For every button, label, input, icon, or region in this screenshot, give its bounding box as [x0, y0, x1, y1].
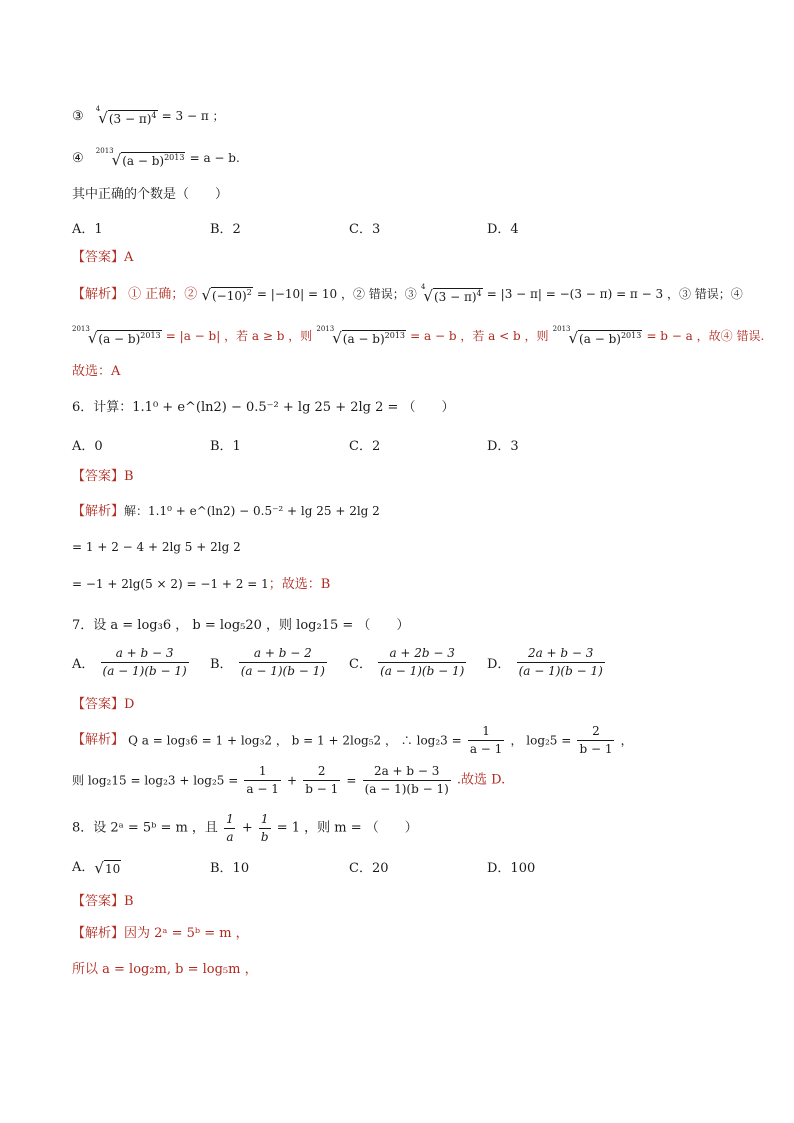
q7-analysis-line2: 则 log₂15 = log₂3 + log₂5 = $\frac{1}{a - 1}$ + $\frac{2}{b - 1}$ = $\frac{2a + b - 3}{(a - 1)(b - 1)}$ .故选 D. — [72, 764, 506, 796]
q6-option-c: C．2 — [349, 439, 381, 454]
q5-option-c: C．3 — [349, 222, 381, 237]
item-4-radical: 2013 √ $(a - b)^{2013}$ — [95, 146, 185, 169]
q6-analysis-line3: = −1 + 2lg(5 × 2) = −1 + 2 = 1；故选：B — [72, 577, 331, 592]
sqrt-neg10: √ $(-10)^2$ — [201, 285, 252, 304]
root2013-a: 2013 √ $(a - b)^{2013}$ — [72, 324, 161, 347]
q5-prompt: 其中正确的个数是（ ） — [72, 187, 229, 202]
q7-analysis-line1: 【解析】 Q a = log₃6 = 1 + log₃2 ， b = 1 + 2log₅2 ， ∴ log₂3 = $\frac{1}{a - 1}$ ， log₂5 = $\frac{2}{b - 1}$ ， — [72, 724, 633, 756]
item-4 — [72, 148, 240, 169]
q7-option-b: B． $\frac{a + b - 2}{(a - 1)(b - 1)}$ — [210, 646, 325, 678]
q7-prompt: 7．设 a = log₃6 ， b = log₅20 ，则 log₂15 = （ ） — [72, 618, 410, 633]
item-3-rhs: = 3 − π ； — [161, 109, 225, 123]
q8-option-d: D．100 — [487, 861, 536, 876]
q5-choose: 故选：A — [72, 364, 121, 379]
root4-3-pi: 4 √ $(3 - \pi)^4$ — [420, 282, 482, 305]
q8-analysis-line1: 【解析】因为 2ᵃ = 5ᵇ = m ， — [72, 926, 249, 941]
q6-option-b: B．1 — [210, 439, 241, 454]
q8-answer: 【答案】B — [72, 894, 134, 909]
q5-answer — [72, 248, 133, 268]
q6-answer: 【答案】B — [72, 469, 134, 484]
answer-value: A — [124, 250, 134, 265]
q7-option-c: C． $\frac{a + 2b - 3}{(a - 1)(b - 1)}$ — [349, 646, 465, 678]
item-3-marker: ③ — [72, 109, 84, 124]
q5-option-d: D．4 — [487, 222, 519, 237]
q8-option-a: A． √ 10 — [72, 858, 121, 877]
item-4-marker: ④ — [72, 151, 84, 166]
q8-option-b: B．10 — [210, 861, 250, 876]
analysis-tag: 【解析】 — [72, 287, 125, 302]
root2013-c: 2013 √ $(a - b)^{2013}$ — [552, 324, 642, 347]
item-3 — [72, 106, 225, 127]
item-4-rhs: = a − b. — [189, 151, 240, 165]
answer-tag: 【答案】 — [72, 250, 125, 265]
q6-analysis-line1: 【解析】解：1.1⁰ + e^(ln2) − 0.5⁻² + lg 25 + 2lg 2 — [72, 504, 380, 519]
q6-option-a: A．0 — [72, 439, 103, 454]
item-3-radical: 4 √ $(3 - \pi)^4$ — [95, 104, 157, 127]
q5-option-b: B．2 — [210, 222, 241, 237]
q6-option-d: D．3 — [487, 439, 519, 454]
q7-option-d: D． $\frac{2a + b - 3}{(a - 1)(b - 1)}$ — [487, 646, 603, 678]
root2013-b: 2013 √ $(a - b)^{2013}$ — [316, 324, 406, 347]
q8-prompt: 8．设 2ᵃ = 5ᵇ = m ，且 $\frac{1}{a}$ + $\frac{1}{b}$ = 1 ，则 m = （ ） — [72, 812, 418, 844]
q7-option-a: A． $\frac{a + b - 3}{(a - 1)(b - 1)}$ — [72, 646, 187, 678]
q6-analysis-line2: = 1 + 2 − 4 + 2lg 5 + 2lg 2 — [72, 540, 241, 554]
q5-analysis-line1: 【解析】 ① 正确；② √ $(-10)^2$ = |−10| = 10 ，② 错误；③ 4 √ $(3 - \pi)^4$ = |3 − π| = −(3 − π) = π − 3 ，③ 错误；④ — [72, 282, 743, 305]
q8-option-c: C．20 — [349, 861, 389, 876]
q6-prompt: 6．计算：1.1⁰ + e^(ln2) − 0.5⁻² + lg 25 + 2lg 2 = （ ） — [72, 400, 455, 415]
q8-analysis-line2: 所以 a = log₂m, b = log₅m ， — [72, 962, 258, 977]
q5-option-a: A．1 — [72, 222, 103, 237]
q5-analysis-line2: 2013 √ $(a - b)^{2013}$ = |a − b| ，若 a ≥ b ，则 2013 √ $(a - b)^{2013}$ = a − b ，若 a < b ，则 2013 √ $(a - b)^{2013}$ = b − a ，故④ 错误. — [72, 324, 765, 347]
q7-answer: 【答案】D — [72, 697, 135, 712]
